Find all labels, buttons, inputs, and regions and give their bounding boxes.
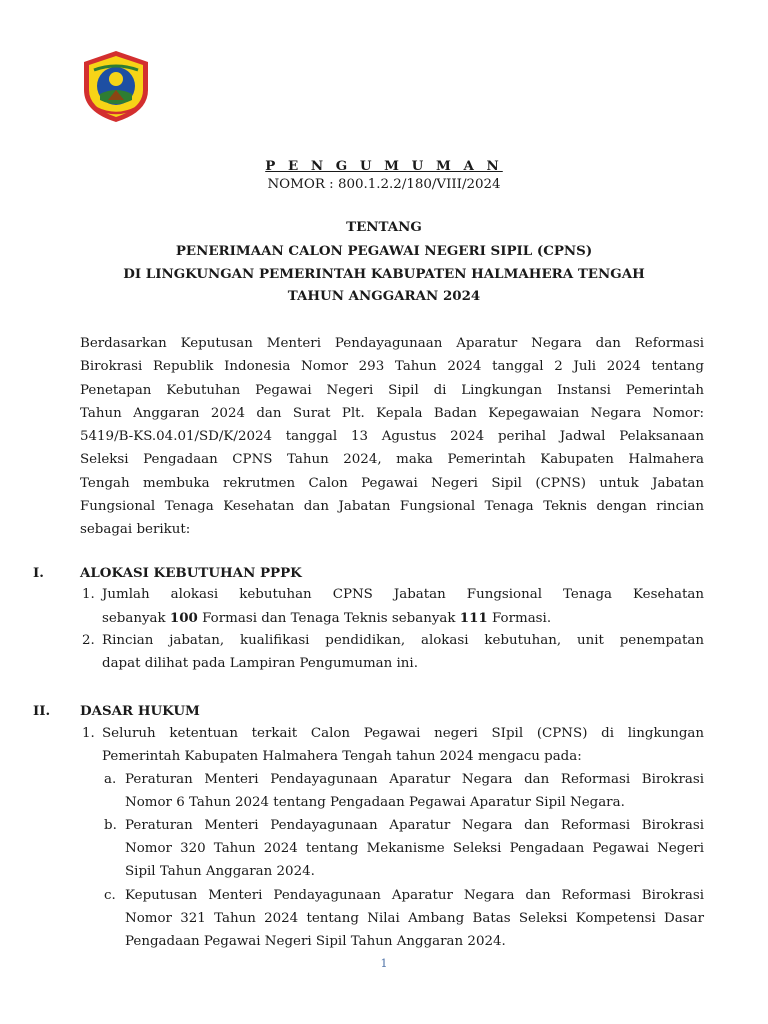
intro-line: 5419/B-KS.04.01/SD/K/2024 tanggal 13 Agustus 2024 perihal Jadwal Pelaksanaan xyxy=(80,429,704,445)
sublist-text: Keputusan Menteri Pendayagunaan Aparatur Negara dan Reformasi Birokrasi xyxy=(125,888,704,903)
formation-count-technical: 111 xyxy=(459,610,488,626)
sublist-label: b. xyxy=(104,818,117,833)
list-number: 2. xyxy=(82,633,95,648)
list-item-text: Pemerintah Kabupaten Halmahera Tengah tahun 2024 mengacu pada: xyxy=(102,749,582,764)
subject-line-3: TAHUN ANGGARAN 2024 xyxy=(287,288,481,304)
section-2-heading: DASAR HUKUM xyxy=(80,703,200,719)
intro-line: Birokrasi Republik Indonesia Nomor 293 Tahun 2024 tanggal 2 Juli 2024 tentang xyxy=(80,359,704,375)
intro-line: Seleksi Pengadaan CPNS Tahun 2024, maka Pemerintah Kabupaten Halmahera xyxy=(80,452,704,468)
sublist-text: Peraturan Menteri Pendayagunaan Aparatur Negara dan Reformasi Birokrasi xyxy=(125,818,704,833)
list-item-text: Rincian jabatan, kualifikasi pendidikan, alokasi kebutuhan, unit penempatan xyxy=(102,633,704,648)
list-item-text: Seluruh ketentuan terkait Calon Pegawai negeri SIpil (CPNS) di lingkungan xyxy=(102,726,704,741)
formation-count-health: 100 xyxy=(169,610,198,626)
section-1-heading: ALOKASI KEBUTUHAN PPPK xyxy=(80,565,302,581)
sublist-text: Pengadaan Pegawai Negeri Sipil Tahun Anggaran 2024. xyxy=(125,934,506,949)
intro-line: Berdasarkan Keputusan Menteri Pendayagunaan Aparatur Negara dan Reformasi xyxy=(80,336,704,351)
intro-line: Fungsional Tenaga Kesehatan dan Jabatan Fungsional Tenaga Teknis dengan rincian xyxy=(80,499,704,515)
document-title: P E N G U M U M A N xyxy=(265,158,503,174)
sublist-text: Nomor 6 Tahun 2024 tentang Pengadaan Pegawai Aparatur Sipil Negara. xyxy=(125,795,625,810)
text-run: Formasi dan Tenaga Teknis sebanyak xyxy=(197,611,460,626)
subject-label: TENTANG xyxy=(346,219,422,235)
section-1-numeral: I. xyxy=(33,565,44,581)
intro-line: Penetapan Kebutuhan Pegawai Negeri Sipil di Lingkungan Instansi Pemerintah xyxy=(80,382,704,398)
sublist-text: Nomor 321 Tahun 2024 tentang Nilai Ambang Batas Seleksi Kompetensi Dasar xyxy=(125,911,704,926)
text-run: Formasi. xyxy=(487,611,552,626)
intro-paragraph xyxy=(80,332,704,542)
page-number: 1 xyxy=(380,957,388,970)
intro-line: Tengah membuka rekrutmen Calon Pegawai Negeri Sipil (CPNS) untuk Jabatan xyxy=(80,475,704,491)
subject-line-2: DI LINGKUNGAN PEMERINTAH KABUPATEN HALMAHERA TENGAH xyxy=(123,266,645,282)
list-number: 1. xyxy=(82,587,95,602)
document-number: NOMOR : 800.1.2.2/180/VIII/2024 xyxy=(267,177,501,192)
list-number: 1. xyxy=(82,726,95,741)
list-item-text: dapat dilihat pada Lampiran Pengumuman ini. xyxy=(102,656,418,671)
sublist-label: a. xyxy=(104,772,117,787)
text-run: sebanyak xyxy=(102,611,170,626)
subject-line-1: PENERIMAAN CALON PEGAWAI NEGERI SIPIL (CPNS) xyxy=(175,243,593,259)
list-item-text: Jumlah alokasi kebutuhan CPNS Jabatan Fungsional Tenaga Kesehatan xyxy=(102,587,704,602)
list-item-text xyxy=(102,610,551,626)
intro-line: sebagai berikut: xyxy=(80,522,191,538)
section-2-numeral: II. xyxy=(33,703,51,719)
sublist-label: c. xyxy=(104,888,116,903)
sublist-text: Peraturan Menteri Pendayagunaan Aparatur Negara dan Reformasi Birokrasi xyxy=(125,772,704,787)
sublist-text: Sipil Tahun Anggaran 2024. xyxy=(125,864,315,879)
sublist-text: Nomor 320 Tahun 2024 tentang Mekanisme Seleksi Pengadaan Pegawai Negeri xyxy=(125,841,704,856)
intro-line: Tahun Anggaran 2024 dan Surat Plt. Kepala Badan Kepegawaian Negara Nomor: xyxy=(80,405,704,421)
coat-of-arms-icon xyxy=(78,48,154,124)
